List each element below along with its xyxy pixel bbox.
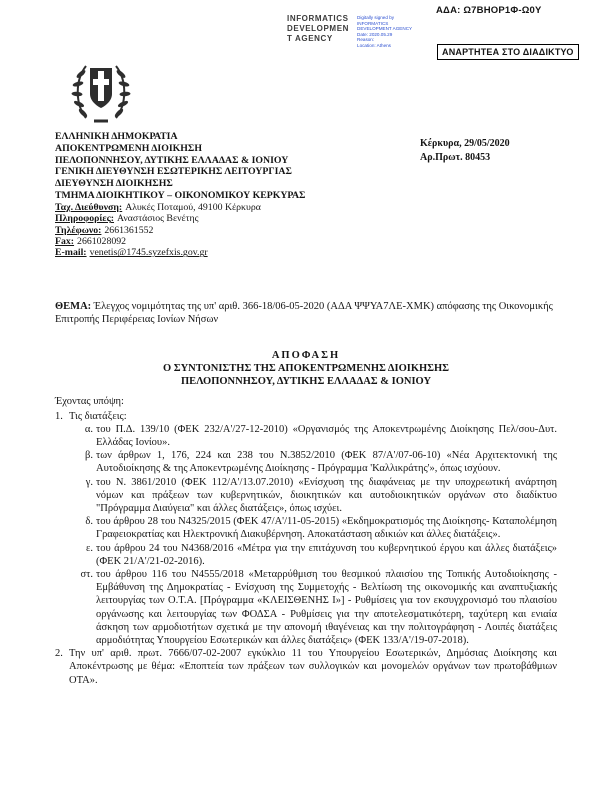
decision-heading-line: Ο ΣΥΝΤΟΝΙΣΤΗΣ ΤΗΣ ΑΠΟΚΕΝΤΡΩΜΕΝΗΣ ΔΙΟΙΚΗΣΗΣ: [162, 363, 450, 375]
contact-value: 2661028092: [77, 236, 127, 247]
contact-label: Πληροφορίες:: [55, 213, 115, 225]
org-line: ΤΜΗΜΑ ΔΙΟΙΚΗΤΙΚΟΥ – ΟΙΚΟΝΟΜΙΚΟΥ ΚΕΡΚΥΡΑΣ: [55, 189, 306, 201]
having-regard-label: Έχοντας υπόψη:: [55, 396, 124, 408]
provision-item: [79, 476, 557, 516]
issuing-authority-block: [55, 131, 395, 259]
provision-text: του άρθρου 28 του Ν4325/2015 (ΦΕΚ 47/Α'/11-05-2015) «Εκδημοκρατισμός της Διοίκησης- Καταπολέμηση Γραφειοκρατίας και Ηλεκτρονική Διακυβέρνηση. Αποκατάσταση αδικιών και άλλες διατάξεις».: [96, 516, 557, 541]
org-line: ΓΕΝΙΚΗ ΔΙΕΥΘΥΝΣΗ ΕΣΩΤΕΡΙΚΗΣ ΛΕΙΤΟΥΡΓΙΑΣ: [55, 166, 292, 178]
subject-label: ΘΕΜΑ:: [55, 301, 92, 312]
provision-item: [79, 449, 557, 475]
email-link[interactable]: venetis@1745.syzefxis.gov.gr: [89, 247, 208, 259]
provision-letter: γ.: [85, 476, 93, 488]
signature-details: Digitally signed by INFORMATICS DEVELOPMENT AGENCY Date: 2020.05.29 Reason: Location: Athens: [357, 15, 413, 48]
provision-item: [79, 542, 557, 568]
subject-text: Έλεγχος νομιμότητας της υπ' αριθ. 366-18/06-05-2020 (ΑΔΑ ΨΨΥΑ7ΛΕ-ΧΜΚ) απόφασης της Οικονομικής Επιτροπής Περιφέρειας Ιονίων Νήσων: [55, 301, 553, 326]
list-item-number: 2.: [55, 648, 63, 660]
provisions-list: [79, 423, 557, 647]
provision-item: [79, 515, 557, 541]
document-body: [55, 300, 557, 687]
contact-value: 2661361552: [104, 224, 154, 236]
decision-heading-line: ΑΠΟΦΑΣΗ: [271, 350, 341, 362]
city-date: Κέρκυρα, 29/05/2020: [420, 138, 510, 149]
provision-letter: α.: [84, 423, 93, 435]
provision-letter: ε.: [85, 542, 93, 554]
list-item-number: 1.: [55, 410, 63, 422]
provision-letter: β.: [85, 450, 93, 462]
provision-text: του άρθρου 24 του Ν4368/2016 «Μέτρα για την επιτάχυνση του κυβερνητικού έργου και άλλες διατάξεις» (ΦΕΚ 21/Α'/21-02-2016).: [96, 542, 557, 567]
date-protocol-block: [420, 137, 510, 164]
decision-heading-line: ΠΕΛΟΠΟΝΝΗΣΟΥ, ΔΥΤΙΚΗΣ ΕΛΛΑΔΑΣ & ΙΟΝΙΟΥ: [180, 376, 432, 388]
provision-letter: στ.: [80, 569, 93, 581]
ada-code: ΑΔΑ: Ω7ΒΗΟΡ1Φ-Ω0Υ: [436, 5, 542, 16]
signature-agency-name: INFORMATICS DEVELOPMEN T AGENCY: [287, 14, 350, 43]
provision-text: του Π.Δ. 139/10 (ΦΕΚ 232/Α'/27-12-2010) «Οργανισμός της Αποκεντρωμένης Διοίκησης Πελ/σου-Δυτ. Ελλάδας Ιονίου».: [96, 423, 557, 449]
contact-info-person: [55, 213, 395, 224]
contact-label: Ταχ. Διεύθυνση:: [55, 201, 123, 213]
list-item-text: Την υπ' αριθ. πρωτ. 7666/07-02-2007 εγκύκλιο 11 του Υπουργείου Εσωτερικών, Δημόσιας Διοίκησης και Αποκέντρωσης με θέμα: «Εποπτεία των πράξεων των συλλογικών και μονομελών οργάνων των πρωτοβάθμιων ΟΤΑ».: [69, 648, 557, 686]
list-item-text: Τις διατάξεις:: [69, 410, 127, 422]
contact-address: [55, 202, 395, 213]
contact-value: Αναστάσιος Βενέτης: [117, 213, 199, 225]
provision-text: του άρθρου 116 του Ν4555/2018 «Μεταρρύθμιση του θεσμικού πλαισίου της Τοπικής Αυτοδιοίκησης - Εμβάθυνση της Δημοκρατίας - Ενίσχυση της Συμμετοχής - Βελτίωση της οικονομικής και αναπτυξιακής λειτουργίας των Ο.Τ.Α. [Πρόγραμμα «ΚΛΕΙΣΘΕΝΗΣ Ι»] - Ρυθμίσεις για τον εκσυγχρονισμό του πλαισίου οργάνωσης και λειτουργίας των ΦΟΔΣΑ - Ρυθμίσεις για την αποτελεσματικότερη, ταχύτερη και ενιαία άσκηση των αρμοδιοτήτων σχετικά με την απονομή ιθαγένειας και την πολιτογράφηση - Λοιπές διατάξεις αρμοδιότητας Υπουργείου Εσωτερικών και άλλες διατάξεις» (ΦΕΚ 133/Α'/19-07-2018).: [96, 569, 557, 647]
contact-label: Fax:: [55, 236, 75, 247]
org-line: ΔΙΕΥΘΥΝΣΗ ΔΙΟΙΚΗΣΗΣ: [55, 178, 173, 190]
provision-item: [79, 423, 557, 449]
contact-value: Αλυκές Ποταμού, 49100 Κέρκυρα: [125, 201, 261, 213]
anartitea-box: ΑΝΑΡΤΗΤΕΑ ΣΤΟ ΔΙΑΔΙΚΤΥΟ: [437, 44, 579, 60]
decision-heading: [55, 349, 557, 388]
protocol-number: Αρ.Πρωτ. 80453: [420, 151, 491, 163]
list-item-2: [55, 647, 557, 687]
subject-line: [55, 300, 557, 326]
provision-letter: δ.: [85, 516, 93, 528]
provision-item: [79, 568, 557, 647]
provision-text: των άρθρων 1, 176, 224 και 238 του Ν.3852/2010 (ΦΕΚ 87/Α'/07-06-10) «Νέα Αρχιτεκτονική της Αυτοδιοίκησης & της Αποκεντρωμένης Διοίκησης - Πρόγραμμα 'Καλλικράτης'», όπως ισχύουν.: [96, 450, 557, 475]
list-item-1: [55, 410, 557, 423]
org-line: ΠΕΛΟΠΟΝΝΗΣΟΥ, ΔΥΤΙΚΗΣ ΕΛΛΑΔΑΣ & ΙΟΝΙΟΥ: [55, 154, 289, 166]
contact-fax: [55, 236, 395, 247]
contact-label: Τηλέφωνο:: [55, 224, 102, 236]
org-line: ΑΠΟΚΕΝΤΡΩΜΕΝΗ ΔΙΟΙΚΗΣΗ: [55, 142, 202, 154]
digital-signature-stamp: [287, 14, 412, 49]
contact-email: [55, 247, 395, 258]
provision-text: του Ν. 3861/2010 (ΦΕΚ 112/Α'/13.07.2010) «Ενίσχυση της διαφάνειας με την υποχρεωτική ανάρτηση νόμων και πράξεων των κυβερνητικών, διοικητικών και αυτοδιοικητικών οργάνων στο διαδίκτυο "Πρόγραμμα Διαύγεια" και άλλες διατάξεις», όπως ισχύει.: [96, 476, 557, 515]
greek-coat-of-arms-icon: [70, 54, 132, 128]
contact-phone: [55, 225, 395, 236]
org-line: ΕΛΛΗΝΙΚΗ ΔΗΜΟΚΡΑΤΙΑ: [55, 131, 178, 142]
contact-label: E-mail:: [55, 247, 87, 259]
